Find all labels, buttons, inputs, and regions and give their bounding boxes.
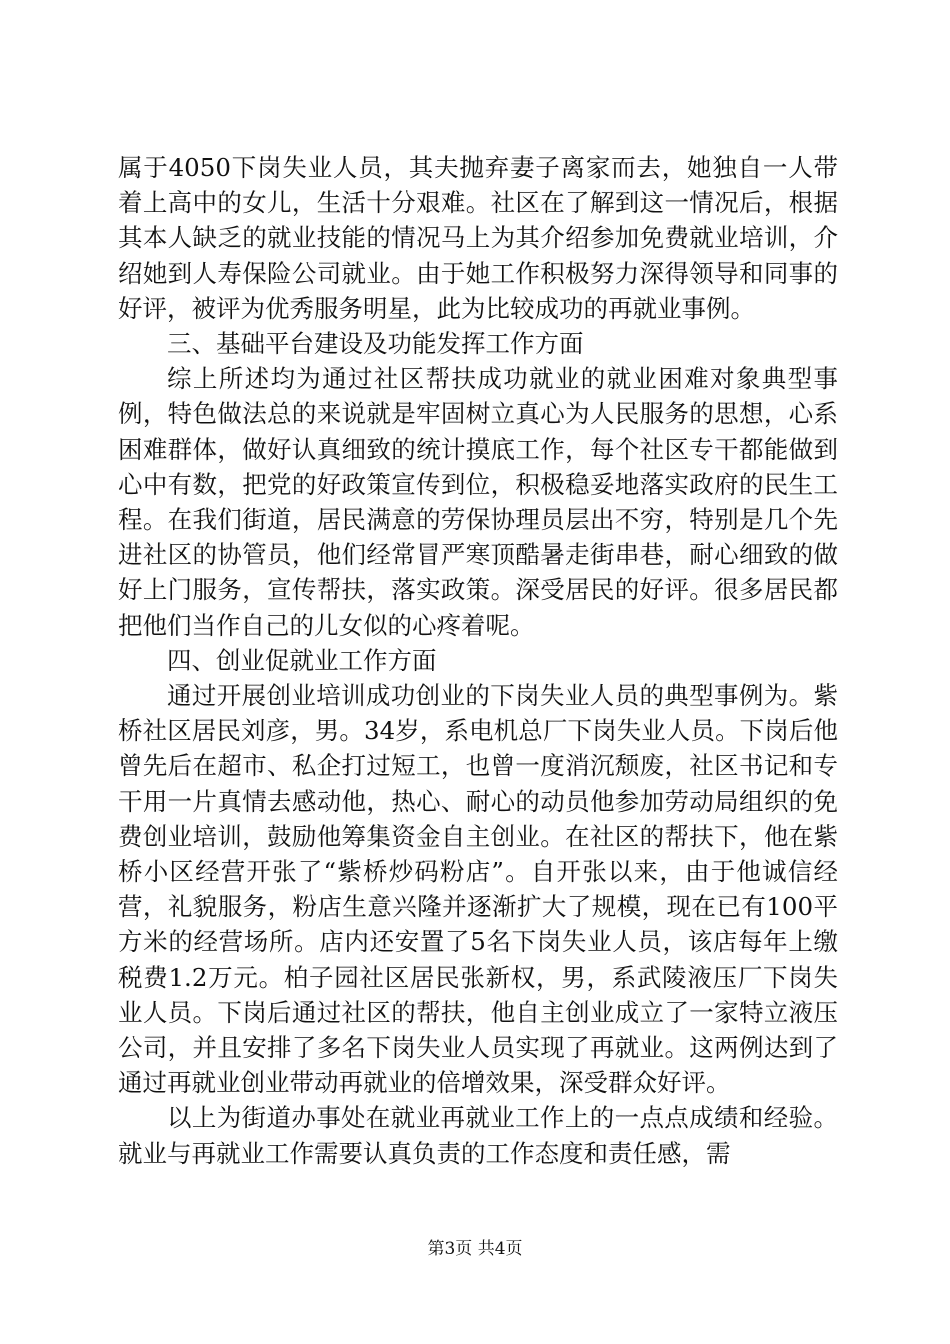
- paragraph-1: 属于4050下岗失业人员，其夫抛弃妻子离家而去，她独自一人带着上高中的女儿，生活十分艰难。社区在了解到这一情况后，根据其本人缺乏的就业技能的情况马上为其介绍参加免费就业培训，介绍她到人寿保险公司就业。由于她工作积极努力深得领导和同事的好评，被评为优秀服务明星，此为比较成功的再就业事例。: [118, 153, 838, 323]
- paragraph-6: 以上为街道办事处在就业再就业工作上的一点点成绩和经验。就业与再就业工作需要认真负责的工作态度和责任感，需: [118, 1103, 838, 1168]
- section-heading-4: 四、创业促就业工作方面: [167, 645, 437, 675]
- section-heading-3: 三、基础平台建设及功能发挥工作方面: [167, 329, 584, 359]
- page-number-footer: 第3页 共4页: [427, 1239, 523, 1259]
- document-body: [118, 150, 838, 1171]
- paragraph-3: 综上所述均为通过社区帮扶成功就业的就业困难对象典型事例，特色做法总的来说就是牢固树立真心为人民服务的思想，心系困难群体，做好认真细致的统计摸底工作，每个社区专干都能做到心中有数，把党的好政策宣传到位，积极稳妥地落实政府的民生工程。在我们街道，居民满意的劳保协理员层出不穷，特别是几个先进社区的协管员，他们经常冒严寒顶酷暑走街串巷，耐心细致的做好上门服务，宣传帮扶，落实政策。深受居民的好评。很多居民都把他们当作自己的儿女似的心疼着呢。: [118, 364, 838, 640]
- paragraph-5: 通过开展创业培训成功创业的下岗失业人员的典型事例为。紫桥社区居民刘彦，男。34岁，系电机总厂下岗失业人员。下岗后他曾先后在超市、私企打过短工，也曾一度消沉颓废，社区书记和专干用一片真情去感动他，热心、耐心的动员他参加劳动局组织的免费创业培训，鼓励他筹集资金自主创业。在社区的帮扶下，他在紫桥小区经营开张了“紫桥炒码粉店”。自开张以来，由于他诚信经营，礼貌服务，粉店生意兴隆并逐渐扩大了规模，现在已有100平方米的经营场所。店内还安置了5名下岗失业人员，该店每年上缴税费1.2万元。柏子园社区居民张新权，男，系武陵液压厂下岗失业人员。下岗后通过社区的帮扶，他自主创业成立了一家特立液压公司，并且安排了多名下岗失业人员实现了再就业。这两例达到了通过再就业创业带动再就业的倍增效果，深受群众好评。: [118, 681, 838, 1098]
